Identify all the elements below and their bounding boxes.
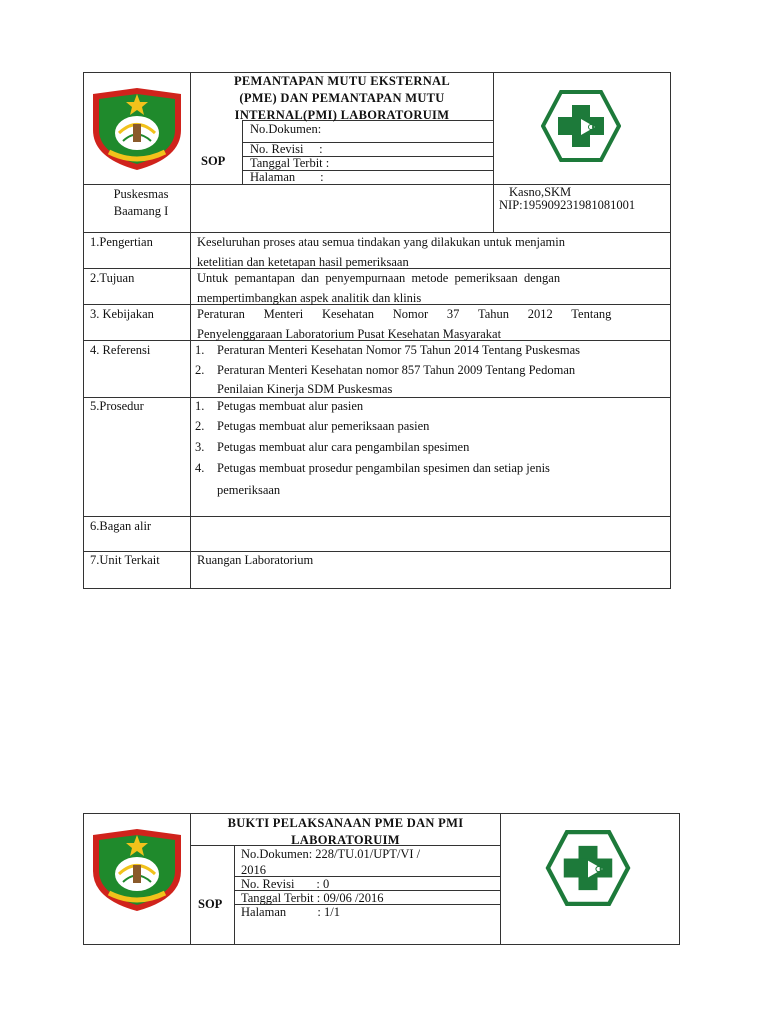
- doc2-meta-terbit: Tanggal Terbit : 09/06 /2016: [241, 891, 384, 905]
- prosedur-item-2-line-1: Petugas membuat alur pemeriksaan pasien: [217, 419, 430, 433]
- row-pengertian-line-1: Keseluruhan proses atau semua tindakan yang dilakukan untuk menjamin: [197, 235, 565, 249]
- doc1-title-line-2: (PME) DAN PEMANTAPAN MUTU: [239, 91, 445, 105]
- referensi-item-2-line-1: Peraturan Menteri Kesehatan nomor 857 Tahun 2009 Tentang Pedoman: [217, 363, 576, 377]
- row-tujuan-line-2: mempertimbangkan aspek analitik dan klinis: [197, 291, 422, 305]
- doc1-puskesmas-line-1: Puskesmas: [113, 187, 169, 201]
- doc2-meta-dokumen-line-1: No.Dokumen: 228/TU.01/UPT/VI /: [241, 847, 421, 861]
- doc1-meta-halaman: Halaman :: [250, 170, 324, 184]
- row-tujuan-line-1: Untuk pemantapan dan penyempurnaan metode pemeriksaan dengan: [197, 271, 561, 285]
- referensi-item-1-line-1: Peraturan Menteri Kesehatan Nomor 75 Tahun 2014 Tentang Puskesmas: [217, 343, 580, 357]
- referensi-item-2-num: 2.: [195, 363, 205, 377]
- referensi-item-1-num: 1.: [195, 343, 205, 357]
- prosedur-item-1-num: 1.: [195, 399, 205, 413]
- row-prosedur-label: 5.Prosedur: [90, 399, 144, 413]
- doc1-signer-name: Kasno,SKM: [509, 185, 572, 199]
- doc2-title-line-2: LABORATORUIM: [291, 833, 400, 847]
- doc1-meta-dokumen: No.Dokumen:: [250, 122, 322, 136]
- puskesmas-logo-icon: [541, 89, 621, 163]
- row-referensi-label: 4. Referensi: [90, 343, 151, 357]
- row-pengertian-line-2: ketelitian dan ketetapan hasil pemeriksaan: [197, 255, 409, 269]
- row-pengertian-label: 1.Pengertian: [90, 235, 153, 249]
- row-tujuan-label: 2.Tujuan: [90, 271, 135, 285]
- prosedur-item-3-num: 3.: [195, 440, 205, 454]
- doc2-meta-dokumen-line-2: 2016: [241, 863, 266, 877]
- row-kebijakan-line-2: Penyelenggaraan Laboratorium Pusat Kesehatan Masyarakat: [197, 327, 502, 341]
- regional-emblem-icon: [89, 827, 185, 913]
- puskesmas-logo-icon: [544, 829, 632, 907]
- doc2-meta-halaman: Halaman : 1/1: [241, 905, 340, 919]
- referensi-item-2-line-2: Penilaian Kinerja SDM Puskesmas: [217, 382, 393, 396]
- doc2-meta-revisi: No. Revisi : 0: [241, 877, 330, 891]
- doc1-puskesmas-line-2: Baamang I: [113, 204, 169, 218]
- row-kebijakan-label: 3. Kebijakan: [90, 307, 154, 321]
- prosedur-item-3-line-1: Petugas membuat alur cara pengambilan spesimen: [217, 440, 470, 454]
- regional-emblem-icon: [89, 86, 185, 172]
- prosedur-item-4-line-2: pemeriksaan: [217, 483, 281, 497]
- doc1-sop-label: SOP: [201, 154, 226, 168]
- row-bagan-label: 6.Bagan alir: [90, 519, 152, 533]
- doc2-title-line-1: BUKTI PELAKSANAAN PME DAN PMI: [227, 816, 464, 830]
- row-unit-label: 7.Unit Terkait: [90, 553, 160, 567]
- doc1-meta-terbit: Tanggal Terbit :: [250, 156, 330, 170]
- doc1-title-line-1: PEMANTAPAN MUTU EKSTERNAL: [233, 74, 451, 88]
- doc1-signer-nip: NIP:195909231981081001: [499, 198, 636, 212]
- row-kebijakan-line-1: Peraturan Menteri Kesehatan Nomor 37 Tahun 2012 Tentang: [197, 307, 612, 321]
- prosedur-item-1-line-1: Petugas membuat alur pasien: [217, 399, 364, 413]
- doc2-sop-label: SOP: [198, 897, 223, 911]
- prosedur-item-4-line-1: Petugas membuat prosedur pengambilan spesimen dan setiap jenis: [217, 461, 550, 475]
- doc1-meta-revisi: No. Revisi :: [250, 142, 323, 156]
- doc1-title-line-3: INTERNAL(PMI) LABORATORUIM: [234, 108, 450, 122]
- row-unit-value: Ruangan Laboratorium: [197, 553, 314, 567]
- prosedur-item-4-num: 4.: [195, 461, 205, 475]
- prosedur-item-2-num: 2.: [195, 419, 205, 433]
